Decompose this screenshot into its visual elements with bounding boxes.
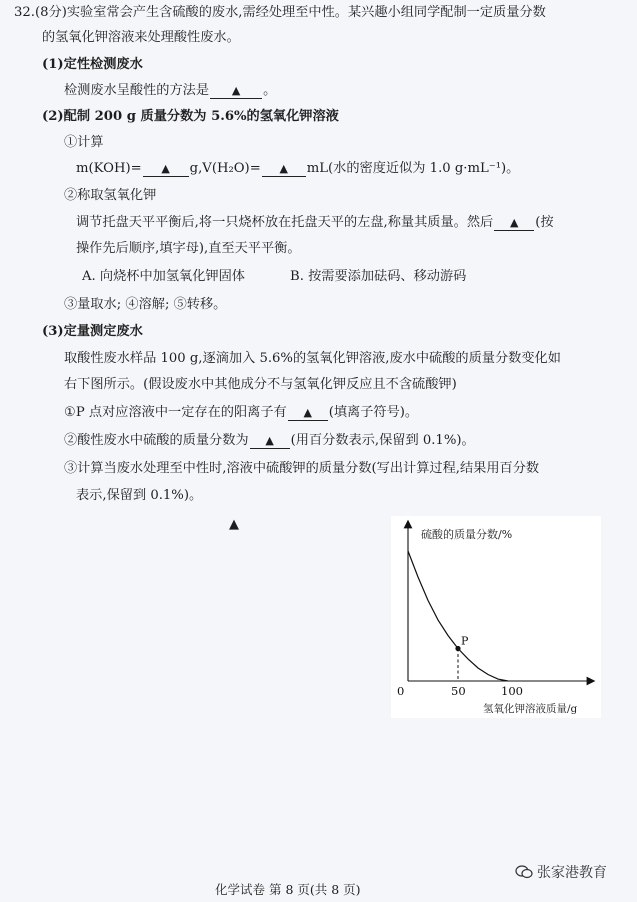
part3-q3: ③计算当废水处理至中性时,溶液中硫酸钾的质量分数(写出计算过程,结果用百分数 [64,461,540,476]
option-a: A. 向烧杯中加氢氧化钾固体 [82,269,245,284]
sulfuric-acid-chart [391,516,601,718]
answer-blank[interactable] [143,161,189,177]
wechat-icon [515,865,533,879]
triangle-icon: ▲ [161,162,170,175]
answer-blank[interactable] [288,405,328,421]
x-tick-label: 0 [397,684,405,698]
watermark-text: 张家港教育 [537,865,607,881]
step2-text [76,214,554,232]
x-tick-labels [397,684,523,698]
step1-title: ①计算 [64,135,104,150]
step2-title: ②称取氢氧化钾 [64,188,157,203]
part2-title: (2)配制 200 g 质量分数为 5.6%的氢氧化钾溶液 [42,109,339,124]
footer-text: 化学试卷 第 8 页(共 8 页) [215,882,361,897]
q2-text-end: (用百分数表示,保留到 0.1%)。 [290,433,475,448]
part1-end: 。 [263,83,277,98]
point-p [455,646,460,651]
triangle-icon: ▲ [303,406,312,419]
part1-text [64,82,276,100]
triangle-icon: ▲ [509,216,519,229]
q1-text-end: (填离子符号)。 [328,405,419,420]
part3-q1 [64,404,418,422]
part3-q2 [64,432,475,450]
y-axis-label: 硫酸的质量分数/% [421,528,513,541]
calc-density: mL(水的密度近似为 1.0 g·mL⁻¹)。 [306,161,520,176]
step2-body: 调节托盘天平平衡后,将一只烧杯放在托盘天平的左盘,称量其质量。然后 [76,215,494,230]
part1-title: (1)定性检测废水 [42,57,143,72]
q1-text: ①P 点对应溶液中一定存在的阳离子有 [64,405,287,420]
triangle-icon: ▲ [265,434,274,447]
part3-q3-2: 表示,保留到 0.1%)。 [76,488,203,503]
q2-text: ②酸性废水中硫酸的质量分数为 [64,433,249,448]
step3: ③量取水; ④溶解; ⑤转移。 [64,297,227,312]
part3-title: (3)定量测定废水 [42,324,143,339]
part3-text-2: 右下图所示。(假设废水中其他成分不与氢氧化钾反应且不含硫酸钾) [64,377,457,392]
calc-water: g,V(H₂O)= [189,161,261,176]
option-b: B. 按需要添加砝码、移动游码 [290,269,467,284]
answer-blank[interactable] [262,161,306,177]
watermark [515,862,607,882]
step2-text-2: 操作先后顺序,填字母),直至天平平衡。 [76,241,301,256]
part1-question: 检测废水呈酸性的方法是 [64,83,210,98]
x-tick-label: 100 [501,684,523,698]
question-head-2: 的氢氧化钾溶液来处理酸性废水。 [42,30,240,45]
calc-koh: m(KOH)= [76,161,142,176]
answer-blank[interactable] [494,215,534,231]
step2-body-end: (按 [535,215,554,230]
x-tick-label: 50 [451,684,466,698]
chart-svg [391,516,601,718]
triangle-icon: ▲ [279,162,288,175]
question-head: 32.(8分)实验室常会产生含硫酸的废水,需经处理至中性。某兴趣小组同学配制一定质量分数 [14,5,546,20]
point-p-label: P [461,634,469,648]
x-axis-label: 氢氧化钾溶液质量/g [483,703,578,715]
answer-area-triangle-icon: ▲ [229,517,239,532]
answer-blank[interactable] [210,83,262,99]
calc-line [76,160,519,178]
triangle-icon: ▲ [231,84,241,97]
part3-text-1: 取酸性废水样品 100 g,逐滴加入 5.6%的氢氧化钾溶液,废水中硫酸的质量分数变化如 [64,351,561,366]
answer-blank[interactable] [250,433,290,449]
